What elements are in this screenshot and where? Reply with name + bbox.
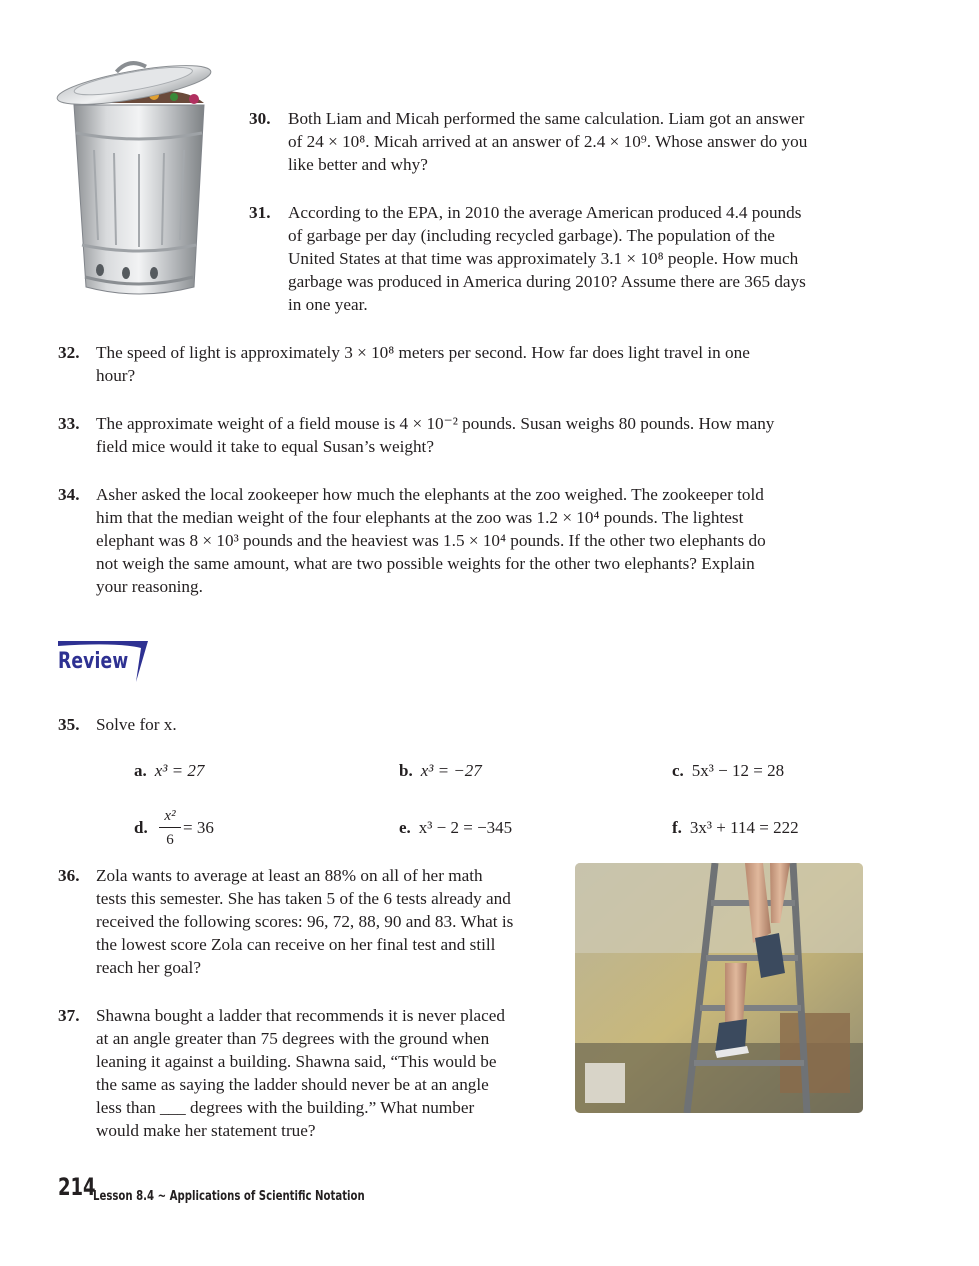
problem-number: 30. bbox=[249, 109, 271, 128]
equation-b: b. x³ = −27 bbox=[399, 761, 482, 780]
problem-text: Asher asked the local zookeeper how much the elephants at the zoo weighed. The zookeeper told him that the median weight of the four elephants at the zoo was 1.2 × 10⁴ pounds. The lightest elephant was 8 × 10³ pounds and the heaviest was 1.5 × 10⁴ pounds. If the other two elephants do not weigh the same amount, what are two possible weights for the other two elephants? Explain your reasoning. bbox=[96, 485, 766, 596]
problem-text: According to the EPA, in 2010 the average American produced 4.4 pounds of garbage per day (including recycled garbage). The population of the United States at that time was approximately 3.1 × 10⁸ people. How much garbage was produced in America during 2010? Assume there are 365 days in one year. bbox=[288, 203, 806, 314]
problem-text: The speed of light is approximately 3 × 10⁸ meters per second. How far does light travel in one hour? bbox=[96, 343, 750, 385]
problem-text: Both Liam and Micah performed the same calculation. Liam got an answer of 24 × 10⁸. Micah arrived at an answer of 2.4 × 10⁹. Whose answer do you like better and why? bbox=[288, 109, 808, 174]
fraction-numerator: x² bbox=[164, 808, 176, 824]
equation-e: e. x³ − 2 = −345 bbox=[399, 818, 513, 837]
lesson-title: Lesson 8.4 ~ Applications of Scientific Notation bbox=[93, 1189, 365, 1204]
equation-d-rhs: = 36 bbox=[183, 818, 214, 837]
equation-f: f. 3x³ + 114 = 222 bbox=[672, 818, 799, 837]
equation-d: d. bbox=[134, 818, 148, 837]
equation-c: c. 5x³ − 12 = 28 bbox=[672, 761, 785, 780]
ladder-photo bbox=[575, 863, 863, 1113]
problem-number: 36. bbox=[58, 866, 80, 885]
problem-number: 31. bbox=[249, 203, 271, 222]
problem-number: 34. bbox=[58, 485, 80, 504]
ladder-scene-image bbox=[575, 863, 863, 1113]
problem-number: 37. bbox=[58, 1006, 80, 1025]
equation-a: a. x³ = 27 bbox=[134, 761, 205, 780]
problem-number: 35. bbox=[58, 715, 80, 734]
problem-text: The approximate weight of a field mouse is 4 × 10⁻² pounds. Susan weighs 80 pounds. How many field mice would it take to equal Susan’s weight? bbox=[96, 414, 775, 456]
fraction-denominator: 6 bbox=[166, 832, 174, 848]
problem-text: Shawna bought a ladder that recommends it is never placed at an angle greater than 75 degrees with the ground when leaning it against a building. Shawna said, “This would be the same as saying the ladder should never be at an angle less than ___ degrees with the building.” What number would make her statement true? bbox=[96, 1006, 506, 1140]
problem-number: 32. bbox=[58, 343, 80, 362]
trash-can-image bbox=[54, 55, 224, 305]
page-number: 214 bbox=[58, 1173, 96, 1201]
problem-text: Zola wants to average at least an 88% on all of her math tests this semester. She has taken 5 of the 6 tests already and received the following scores: 96, 72, 88, 90 and 83. What is the lowest score Zola can receive on her final test and still reach her goal? bbox=[96, 866, 514, 977]
fraction-bar bbox=[159, 827, 181, 828]
section-title: Review bbox=[58, 649, 129, 674]
problem-number: 33. bbox=[58, 414, 80, 433]
problem-text: Solve for x. bbox=[96, 715, 177, 734]
